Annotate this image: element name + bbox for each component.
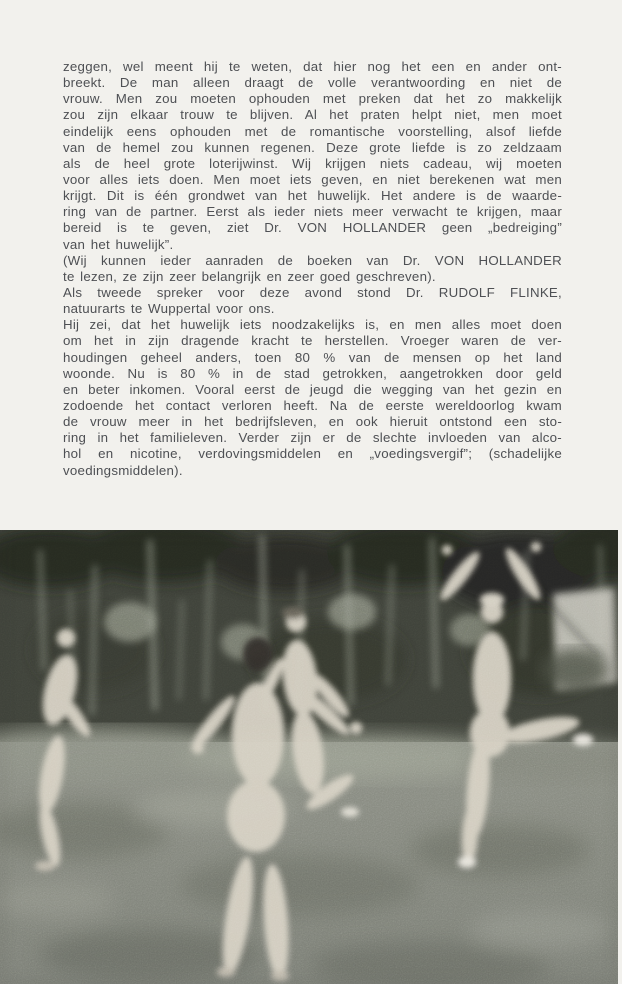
text-line: vrouw. Men zou moeten ophouden met preken dat het zo makkelijk: [63, 91, 562, 107]
text-line: (Wij kunnen ieder aanraden de boeken van Dr. VON HOLLANDER: [63, 252, 562, 268]
text-line: de vrouw meer in het bedrijfsleven, en ook hieruit ontstond een sto-: [63, 414, 562, 430]
text-line: voor alles iets doen. Men moet iets geven, en niet berekenen wat men: [63, 171, 562, 187]
text-line: van de hemel zou kunnen regenen. Deze grote liefde is zo zeldzaam: [63, 139, 562, 155]
text-line: woonde. Nu is 80 % in de stad getrokken, aangetrokken door geld: [63, 365, 562, 381]
text-line: Hij zei, dat het huwelijk iets noodzakelijks is, en men alles moet doen: [63, 317, 562, 333]
text-line: voedingsmiddelen).: [63, 462, 183, 478]
text-line: zodoende het contact verloren heeft. Na de eerste wereldoorlog kwam: [63, 397, 562, 413]
text-line: houdingen geheel anders, toen 80 % van de mensen op het land: [63, 349, 562, 365]
text-line: natuurarts te Wuppertal voor ons.: [63, 301, 275, 317]
text-line: om het in zijn dragende kracht te herstellen. Vroeger waren de ver-: [63, 333, 562, 349]
text-line: ring in het familieleven. Verder zijn er de slechte invloeden van alco-: [63, 430, 562, 446]
text-line: als de heel grote loterijwinst. Wij krijgen niets cadeau, wij moeten: [63, 155, 562, 171]
text-line: en beter inkomen. Vooral eerst de jeugd die wegging van het gezin en: [63, 381, 562, 397]
text-line: hol en nicotine, verdovingsmiddelen en „voedingsvergif”; (schadelijke: [63, 446, 562, 462]
text-line: breekt. De man alleen draagt de volle verantwoording en niet de: [63, 75, 562, 91]
text-line: te lezen, ze zijn zeer belangrijk en zeer goed geschreven).: [63, 268, 436, 284]
text-line: Als tweede spreker voor deze avond stond Dr. RUDOLF FLINKE,: [63, 284, 562, 300]
text-line: zou zijn elkaar trouw te blijven. Al het praten helpt niet, men moet: [63, 107, 562, 123]
text-line: eindelijk eens ophouden met de romantische voorstelling, alsof liefde: [63, 123, 562, 139]
photograph-outdoor-scene: [0, 530, 618, 984]
text-line: bereid is te geven, ziet Dr. VON HOLLANDER geen „bedreiging”: [63, 220, 562, 236]
photo-grain-overlay: [0, 530, 618, 984]
text-line: zeggen, wel meent hij te weten, dat hier nog het een en ander ont-: [63, 59, 562, 74]
text-line: krijgt. Dit is één grondwet van het huwelijk. Het andere is de waarde-: [63, 188, 562, 204]
text-line: van het huwelijk”.: [63, 236, 174, 252]
text-line: ring van de partner. Eerst als ieder niets meer verwacht te krijgen, maar: [63, 204, 562, 220]
article-text-block: [63, 59, 562, 479]
